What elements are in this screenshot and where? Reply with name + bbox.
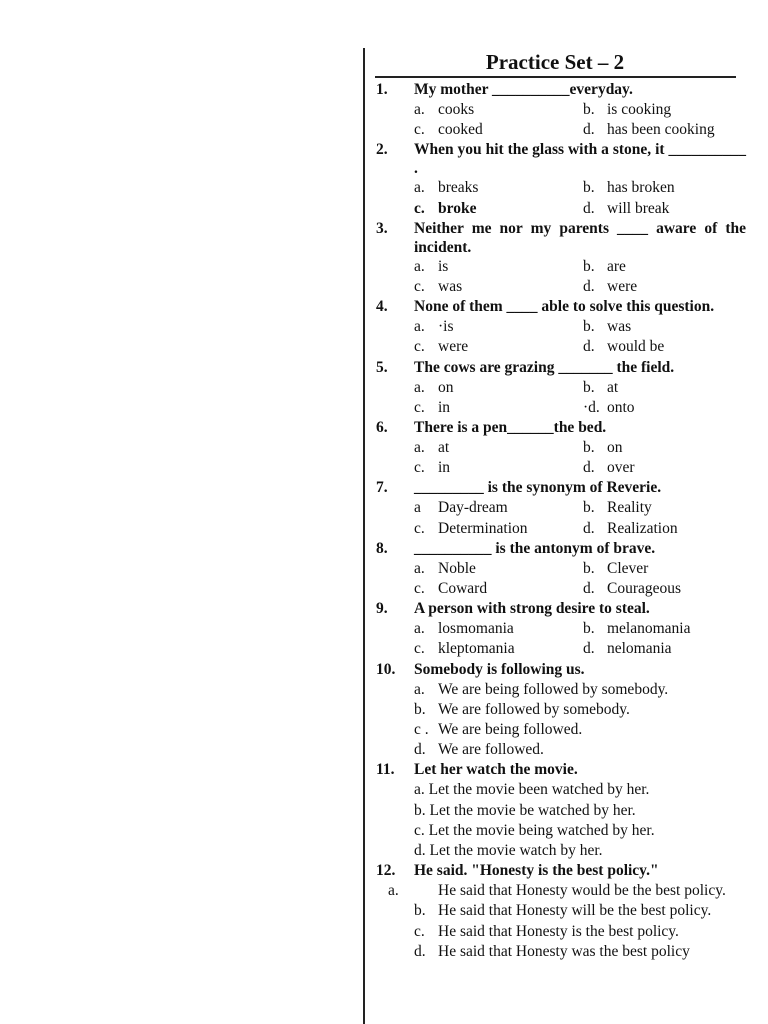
option-b: b. Clever: [583, 559, 649, 577]
margin-line: [363, 48, 365, 1024]
option-b: b. was: [583, 318, 632, 336]
question-6: [376, 418, 746, 478]
option-b: b. Reality: [583, 499, 652, 517]
option-d: d. would be: [583, 338, 665, 356]
option-d: d. Courageous: [583, 580, 682, 598]
option-a: a. cooks: [414, 101, 475, 118]
question-number: 3.: [376, 219, 388, 237]
question-5: [376, 358, 746, 418]
question-text: Somebody is following us.: [414, 660, 585, 678]
question-number: 4.: [376, 298, 388, 316]
question-text: He said. "Honesty is the best policy.": [414, 862, 659, 880]
option-a: a. breaks: [414, 179, 479, 197]
option-d: d. nelomania: [583, 640, 672, 658]
question-12: [376, 861, 746, 962]
question-8: [376, 539, 746, 599]
option-c: c. cooked: [414, 121, 483, 139]
question-text: When you hit the glass with a stone, it __________ .: [414, 141, 746, 178]
option-c: c . We are being followed.: [414, 721, 583, 739]
option-d: d. over: [583, 459, 635, 477]
option-b: b. on: [583, 439, 623, 457]
option-c: c. broke: [414, 199, 477, 217]
option-b: b. has broken: [583, 179, 675, 197]
question-1: [376, 80, 746, 140]
option-c: c. He said that Honesty is the best policy.: [414, 922, 679, 940]
question-2: [376, 140, 746, 218]
option-a: a. losmomania: [414, 620, 514, 638]
question-number: 5.: [376, 358, 388, 376]
option-c: c. Determination: [414, 519, 528, 537]
question-text: Let her watch the movie.: [414, 761, 578, 779]
question-number: 10.: [376, 660, 396, 678]
option-c: c. kleptomania: [414, 640, 515, 658]
option-a: a. We are being followed by somebody.: [414, 680, 669, 698]
option-b: b. is cooking: [583, 101, 672, 118]
question-number: 7.: [376, 479, 388, 497]
option-d: d. We are followed.: [414, 741, 544, 759]
option-d: d. were: [583, 278, 638, 296]
question-number: 6.: [376, 419, 388, 437]
question-number: 11.: [376, 761, 395, 779]
question-11: [376, 760, 746, 861]
option-a: a. Let the movie been watched by her.: [414, 781, 650, 799]
question-number: 12.: [376, 862, 396, 880]
option-a: a. at: [414, 439, 450, 457]
question-text: A person with strong desire to steal.: [414, 600, 650, 618]
option-d: ·d. onto: [583, 398, 635, 416]
option-b: b. at: [583, 378, 619, 396]
question-9: [376, 599, 746, 659]
option-d: d. Realization: [583, 519, 678, 537]
option-a: a. Noble: [414, 559, 476, 577]
option-b: b. melanomania: [583, 620, 691, 638]
question-number: 9.: [376, 600, 388, 618]
option-a: a Day-dream: [414, 499, 508, 517]
question-7: [376, 478, 746, 538]
option-b: b. Let the movie be watched by her.: [414, 801, 636, 819]
question-number: 1.: [376, 81, 388, 98]
question-text: The cows are grazing _______ the field.: [414, 358, 675, 376]
question-10: [376, 660, 746, 761]
question-number: 2.: [376, 141, 388, 159]
option-c: c. in: [414, 459, 451, 477]
option-c: c. Let the movie being watched by her.: [414, 821, 655, 839]
question-text: There is a pen______the bed.: [414, 419, 607, 437]
option-a: a. He said that Honesty would be the best policy.: [388, 882, 726, 900]
option-a: a. on: [414, 378, 454, 396]
option-d: d. will break: [583, 199, 670, 217]
option-b: b. We are followed by somebody.: [414, 700, 630, 718]
page-title: Practice Set – 2: [485, 50, 625, 74]
option-a: a. is: [414, 257, 449, 275]
question-list: [376, 80, 746, 962]
option-c: c. was: [414, 278, 463, 296]
option-b: b. He said that Honesty will be the best policy.: [414, 902, 712, 920]
question-4: [376, 297, 746, 357]
option-c: c. in: [414, 398, 451, 416]
option-c: c. were: [414, 338, 469, 356]
question-text: None of them ____ able to solve this question.: [414, 298, 715, 316]
question-text: Neither me nor my parents ____ aware of the incident.: [414, 219, 746, 256]
question-3: [376, 219, 746, 297]
option-d: d. has been cooking: [583, 121, 715, 139]
question-text: __________ is the antonym of brave.: [414, 539, 656, 557]
question-text: _________ is the synonym of Reverie.: [414, 479, 662, 497]
option-b: b. are: [583, 257, 626, 275]
option-d: d. Let the movie watch by her.: [414, 842, 603, 860]
question-number: 8.: [376, 539, 388, 557]
title-underline: [375, 76, 736, 78]
option-a: a. ·is: [414, 318, 454, 336]
option-d: d. He said that Honesty was the best policy: [414, 942, 690, 960]
question-text: My mother __________everyday.: [414, 81, 633, 98]
option-c: c. Coward: [414, 580, 488, 598]
